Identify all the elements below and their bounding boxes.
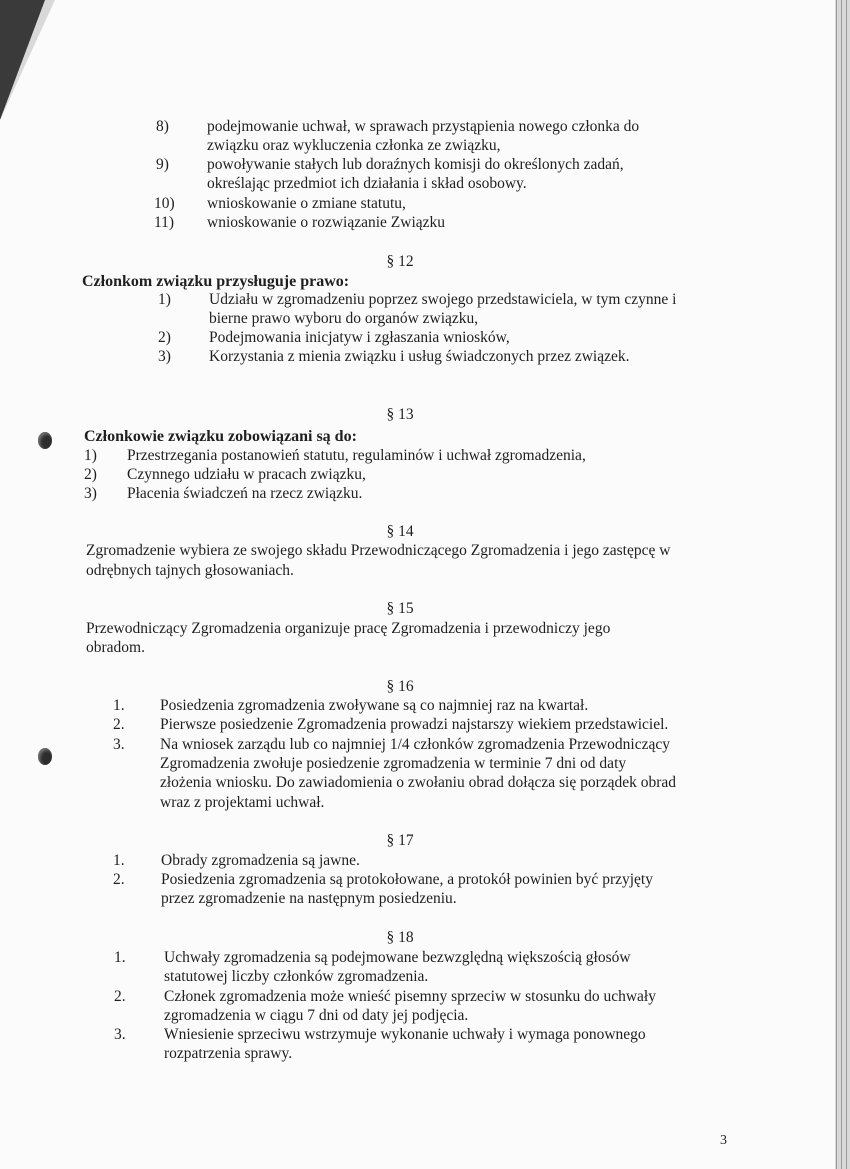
list-item-text: związku oraz wykluczenia członka ze związku, bbox=[207, 137, 501, 154]
list-number: 1) bbox=[158, 291, 171, 308]
page-edge bbox=[846, 0, 847, 1169]
list-item-text: wnioskowanie o zmiane statutu, bbox=[207, 195, 406, 212]
list-item-text: przez zgromadzenie na następnym posiedzeniu. bbox=[161, 890, 457, 907]
list-item-text: Uchwały zgromadzenia są podejmowane bezwzględną większością głosów bbox=[164, 949, 631, 966]
page-edge bbox=[841, 0, 842, 1169]
list-item-text: Czynnego udziału w pracach związku, bbox=[127, 466, 366, 483]
section-heading: § 14 bbox=[386, 523, 414, 540]
punch-hole bbox=[38, 432, 52, 449]
list-number: 11) bbox=[154, 214, 175, 231]
list-item-text: wraz z projektami uchwał. bbox=[160, 794, 325, 811]
list-item-text: wnioskowanie o rozwiązanie Związku bbox=[207, 214, 446, 231]
list-number: 2. bbox=[113, 871, 125, 888]
punch-hole bbox=[38, 748, 52, 765]
list-item-text: Obrady zgromadzenia są jawne. bbox=[161, 852, 360, 869]
list-item-text: Płacenia świadczeń na rzecz związku. bbox=[127, 485, 363, 502]
list-number: 1) bbox=[84, 447, 97, 464]
list-number: 2. bbox=[114, 988, 126, 1005]
section-title: Członkowie związku zobowiązani są do: bbox=[84, 428, 357, 445]
list-item-text: zgromadzenia w ciągu 7 dni od daty jej podjęcia. bbox=[164, 1007, 469, 1024]
list-number: 1. bbox=[114, 949, 126, 966]
section-heading: § 16 bbox=[386, 678, 414, 695]
list-number: 3) bbox=[84, 485, 97, 502]
list-item-text: bierne prawo wyboru do organów związku, bbox=[209, 310, 479, 327]
list-item-text: Wniesienie sprzeciwu wstrzymuje wykonanie uchwały i wymaga ponownego bbox=[164, 1026, 646, 1043]
paragraph-line: obradom. bbox=[86, 639, 145, 656]
page-edge bbox=[836, 0, 837, 1169]
list-item-text: Udziału w zgromadzeniu poprzez swojego przedstawiciela, w tym czynne i bbox=[209, 291, 677, 308]
list-number: 3. bbox=[114, 1026, 126, 1043]
list-number: 9) bbox=[156, 156, 169, 173]
list-item-text: Korzystania z mienia związku i usług świadczonych przez związek. bbox=[209, 348, 630, 365]
list-item-text: statutowej liczby członków zgromadzenia. bbox=[164, 968, 429, 985]
paragraph-line: Przewodniczący Zgromadzenia organizuje pracę Zgromadzenia i przewodniczy jego bbox=[86, 620, 611, 637]
list-item-text: Posiedzenia zgromadzenia są protokołowane, a protokół powinien być przyjęty bbox=[161, 871, 653, 888]
section-heading: § 12 bbox=[386, 253, 414, 270]
list-number: 2. bbox=[113, 716, 125, 733]
list-item-text: Przestrzegania postanowień statutu, regulaminów i uchwał zgromadzenia, bbox=[127, 447, 586, 464]
paragraph-line: odrębnych tajnych głosowaniach. bbox=[86, 562, 294, 579]
list-number: 3. bbox=[113, 736, 125, 753]
list-number: 2) bbox=[84, 466, 97, 483]
section-heading: § 15 bbox=[386, 600, 414, 617]
list-item-text: Członek zgromadzenia może wnieść pisemny sprzeciw w stosunku do uchwały bbox=[164, 988, 656, 1005]
list-number: 10) bbox=[154, 195, 175, 212]
section-heading: § 17 bbox=[386, 832, 414, 849]
list-item-text: określając przedmiot ich działania i skład osobowy. bbox=[207, 175, 527, 192]
list-item-text: powoływanie stałych lub doraźnych komisji do określonych zadań, bbox=[207, 156, 624, 173]
list-item-text: rozpatrzenia sprawy. bbox=[164, 1045, 293, 1062]
list-number: 2) bbox=[158, 329, 171, 346]
page-number: 3 bbox=[720, 1133, 727, 1148]
list-item-text: Pierwsze posiedzenie Zgromadzenia prowadzi najstarszy wiekiem przedstawiciel. bbox=[160, 716, 669, 733]
section-heading: § 13 bbox=[386, 406, 414, 423]
list-number: 8) bbox=[156, 118, 169, 135]
list-number: 1. bbox=[113, 697, 125, 714]
list-item-text: złożenia wniosku. Do zawiadomienia o zwołaniu obrad dołącza się porządek obrad bbox=[160, 774, 677, 791]
list-item-text: Zgromadzenia zwołuje posiedzenie zgromadzenia w terminie 7 dni od daty bbox=[160, 755, 627, 772]
list-item-text: podejmowanie uchwał, w sprawach przystąpienia nowego członka do bbox=[207, 118, 640, 135]
section-heading: § 18 bbox=[386, 929, 414, 946]
list-item-text: Na wniosek zarządu lub co najmniej 1/4 członków zgromadzenia Przewodniczący bbox=[160, 736, 671, 753]
list-item-text: Posiedzenia zgromadzenia zwoływane są co najmniej raz na kwartał. bbox=[160, 697, 589, 714]
list-number: 1. bbox=[113, 852, 125, 869]
list-item-text: Podejmowania inicjatyw i zgłaszania wniosków, bbox=[209, 329, 510, 346]
list-number: 3) bbox=[158, 348, 171, 365]
paragraph-line: Zgromadzenie wybiera ze swojego składu Przewodniczącego Zgromadzenia i jego zastępcę w bbox=[86, 542, 671, 559]
section-title: Członkom związku przysługuje prawo: bbox=[82, 273, 350, 290]
